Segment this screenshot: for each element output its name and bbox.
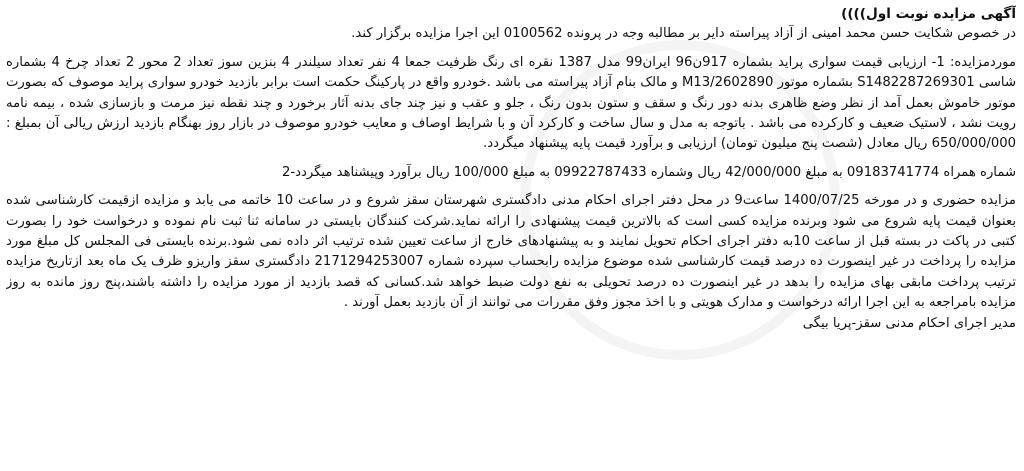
auction-terms: مزایده حضوری و در مورخه 1400/07/25 ساعت9 در محل دفتر اجرای احکام مدنی دادگستری شهرستان سقز شروع و در ساعت 10 خاتمه می یابد و مزایده ازقیمت کارشناسی شده بعنوان قیمت پایه شروع می شود وبرنده مزایده کسی است که بالاترین قیمت پیشنهادی را ارائه نماید.شرکت کنندگان بایستی در سامانه ثنا ثبت نام نموده و درخواست خود را بصورت کتبی در پاکت در بسته قبل از ساعت 10به دفتر اجرای احکام تحویل نمایند و به پیشنهادهای خارج از ساعت تعیین شده ترتیب اثر داده نمی شود.برنده بایستی فی المجلس کل مبلغ مورد مزایده را پرداخت در غیر اینصورت ده درصد قیمت کارشناسی شده موضوع مزایده رابحساب سپرده شماره 2171294253007 دادگستری سقز واریزو ظرف یک ماه بعد ازتاریخ مزایده ترتیب پرداخت مابقی بهای مزایده را بدهد در غیر اینصورت ده درصد تحویلی به نفع دولت ضبط خواهد شد.کسانی که قصد بازدید از مورد مزایده را داشته باشند،پنج روز مانده به روز مزایده بامراجعه به این اجرا ارائه درخواست و مدارک هویتی و با اخذ مجوز وفق مقررات می توانند از آن بازدید بعمل آورند . [6, 193, 1016, 311]
item-2: شماره همراه 09183741774 به مبلغ 42/000/000 ریال وشماره 09922787433 به مبلغ 100/000 ریال برآورد وپیشناهد میگردد-2 [281, 164, 1016, 180]
auction-notice [6, 4, 1016, 467]
spacer [6, 155, 1016, 163]
notice-intro: در خصوص شکایت حسن محمد امینی از آزاد پیراسته دایر بر مطالبه وجه در پرونده 0100562 این اجرا مزایده برگزار کند. [351, 26, 1016, 42]
signature-line: مدیر اجرای احکام مدنی سقز-پریا بیگی [802, 315, 1016, 331]
spacer [6, 45, 1016, 53]
item-description: موردمزایده: 1- ارزیابی قیمت سواری پراید بشماره 917ن96 ایران99 مدل 1387 نقره ای رنگ ظرفیت جمعا 4 نفر تعداد سیلندر 4 بنزین سوز تعداد 2 محور 2 تعداد چرخ 4 بشماره شاسی S1482287269301 بشماره موتور M13/2602890 و مالک بنام آزاد پیراسته می باشد .خودرو واقع در پارکینگ حکمت است برابر بازدید خودرو سواری پراید موصوف که بصورت موتور خاموش بعمل آمد از نظر وضع ظاهری بدنه دور رنگ و سقف و ستون بدون رنگ ، جلو و عقب و نیز چند جای بدنه آثار برخورد و چند نقطه نیز مرمت و بازسازی شده ، بیمه نامه رویت نشد ، لاستیک ضعیف و کارکرده می باشد . باتوجه به مدل و سال ساخت و کارکرد آن و با شرایط اوصاف و معایب خودرو موصوف در بازار روز بهنگام بازدید ارزش ریالی آن بمبلغ : 650/000/000 ریال معادل (شصت پنج میلیون تومان) ارزیابی و برآورد قیمت پایه پیشنهاد میگردد. [6, 54, 1016, 152]
notice-title: آگهی مزایده نوبت اول)))) [841, 6, 1016, 22]
spacer [6, 183, 1016, 191]
